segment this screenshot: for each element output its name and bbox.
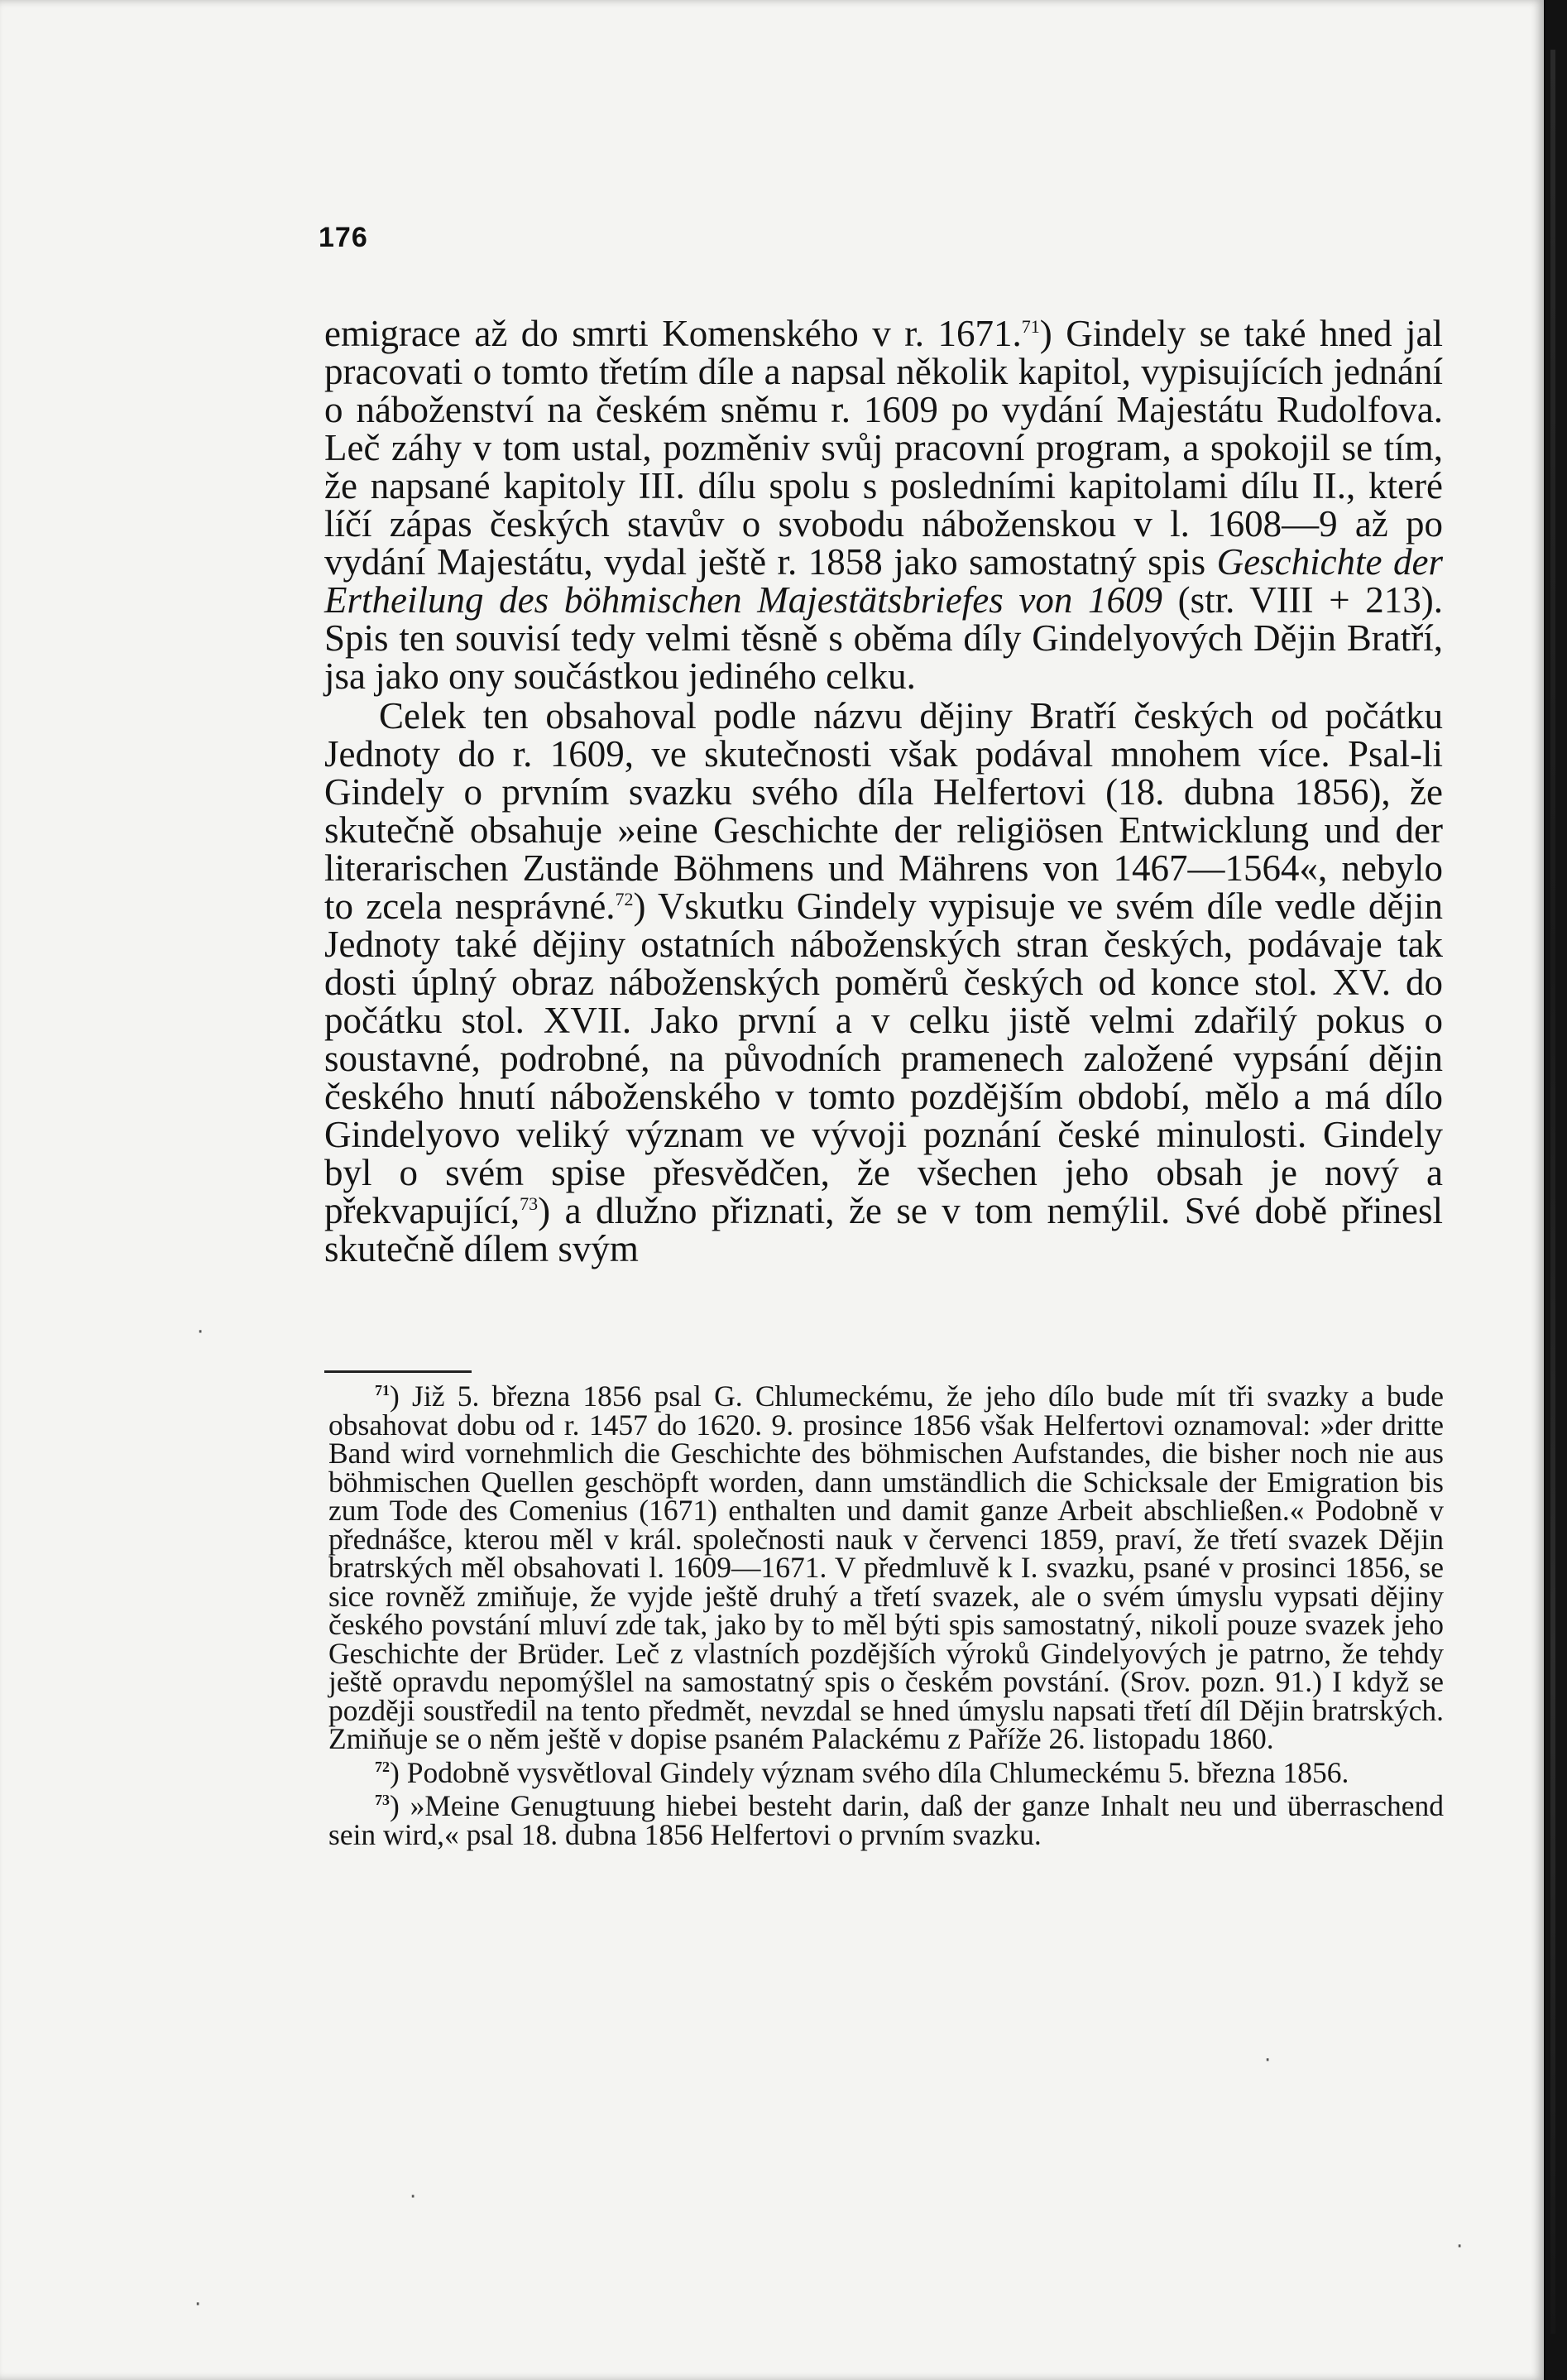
text-run: Celek ten obsahoval podle názvu dějiny Bratří českých od počátku Jednoty do r. 1609, ve skutečnosti však podával mnohem více. Psal-li Gindely o prvním svazku svého díla Helfertovi (18. dubna 1856), že skutečně obsahuje »eine Geschichte der religiösen Entwicklung und der literarischen Zustände Böhmens und Mährens von 1467—1564«, nebylo to zcela nesprávné. [324,695,1443,927]
footnote-divider [324,1370,472,1373]
footnote-71 [328,1382,1444,1754]
main-text [324,314,1443,1268]
scan-speck: · [1264,2048,1272,2073]
scan-speck: · [410,2185,417,2210]
footnote-text: ) Podobně vysvětloval Gindely význam svého díla Chlumeckému 5. března 1856. [390,1755,1349,1789]
scan-border [1545,0,1567,2380]
footnotes [328,1382,1444,1849]
paragraph-2 [324,697,1443,1268]
text-run: ) Vskutku Gindely vypisuje ve svém díle vedle dějin Jednoty také dějiny ostatních náboženských stran českých, podávaje tak dosti úplný obraz náboženských poměrů českých od konce stol. XV. do počátku stol. XVII. Jako první a v celku jistě velmi zdařilý pokus o soustavné, podrobné, na původních pramenech založené vypsání dějin českého hnutí náboženského v tomto pozdějším období, mělo a má dílo Gindelyovo veliký význam ve vývoji poznání české minulosti. Gindely byl o svém spise přesvědčen, že všechen jeho obsah je nový a překvapující, [324,885,1443,1231]
footnote-ref-73: 73 [520,1193,539,1214]
text-run: (str. VIII + 213). Spis ten souvisí tedy velmi těsně s oběma díly Gindelyových Dějin Bratří, jsa jako ony součástkou jediného celku. [324,579,1443,697]
scan-speck: · [194,2292,202,2317]
book-title: Geschichte der Ertheilung des böhmischen Majestätsbriefes von 1609 [324,541,1443,621]
scan-speck: · [197,1320,204,1345]
footnote-text: ) Již 5. března 1856 psal G. Chlumeckému, že jeho dílo bude mít tři svazky a bude obsahovat dobu od r. 1457 do 1620. 9. prosince 1856 však Helfertovi oznamoval: »der dritte Band wird vornehmlich die Geschichte des böhmischen Aufstandes, die bisher noch nie aus böhmischen Quellen geschöpft worden, dann umständlich die Schicksale der Emigration bis zum Tode des Comenius (1671) enthalten und damit ganze Arbeit abschließen.« Podobně v přednášce, kterou měl v král. společnosti nauk v červenci 1859, praví, že třetí svazek Dějin bratrských měl obsahovati l. 1609—1671. V předmluvě k I. svazku, psané v prosinci 1856, se sice rovněž zmiňuje, že vyjde ještě druhý a třetí svazek, ale o svém úmyslu vypsati dějiny českého povstání mluví zde tak, jako by to měl býti spis samostatný, nikoli pouze svazek jeho Geschichte der Brüder. Leč z vlastních pozdějších výroků Gindelyových je patrno, že tehdy ještě opravdu nepomýšlel na samostatný spis o českém povstání. (Srov. pozn. 91.) I když se později soustředil na tento předmět, nevzdal se hned úmyslu napsati třetí díl Dějin bratrských. Zmiňuje se o něm ještě v dopise psaném Palackému z Paříže 26. listopadu 1860. [328,1380,1444,1755]
scan-border-mark [1550,50,1555,2334]
text-run: ) Gindely se také hned jal pracovati o tomto třetím díle a napsal několik kapitol, vypisujících jednání o náboženství na českém sněmu r. 1609 po vydání Majestátu Rudolfova. Leč záhy v tom ustal, pozměniv svůj pracovní program, a spokojil se tím, že napsané kapitoly III. dílu spolu s posledními kapitolami dílu II., které líčí zápas českých stavův o svobodu náboženskou v l. 1608—9 až po vydání Majestátu, vydal ještě r. 1858 jako samostatný spis [324,313,1443,583]
footnote-mark: 72 [375,1758,390,1775]
text-run: ) a dlužno přiznati, že se v tom nemýlil. Své době přinesl skutečně dílem svým [324,1190,1443,1269]
footnote-73 [328,1789,1444,1851]
scan-speck: · [1456,2234,1464,2259]
page-number: 176 [319,222,368,253]
footnote-ref-72: 72 [615,889,634,909]
paragraph-1 [324,314,1443,695]
footnote-mark: 71 [375,1382,390,1399]
footnote-mark: 73 [375,1792,390,1809]
footnote-72 [328,1755,1444,1789]
footnote-ref-71: 71 [1021,316,1040,337]
text-run: emigrace až do smrti Komenského v r. 1671. [324,313,1022,354]
footnote-text: ) »Meine Genugtuung hiebei besteht darin, daß der ganze Inhalt neu und überraschend sein wird,« psal 18. dubna 1856 Helfertovi o prvním svazku. [328,1789,1444,1851]
